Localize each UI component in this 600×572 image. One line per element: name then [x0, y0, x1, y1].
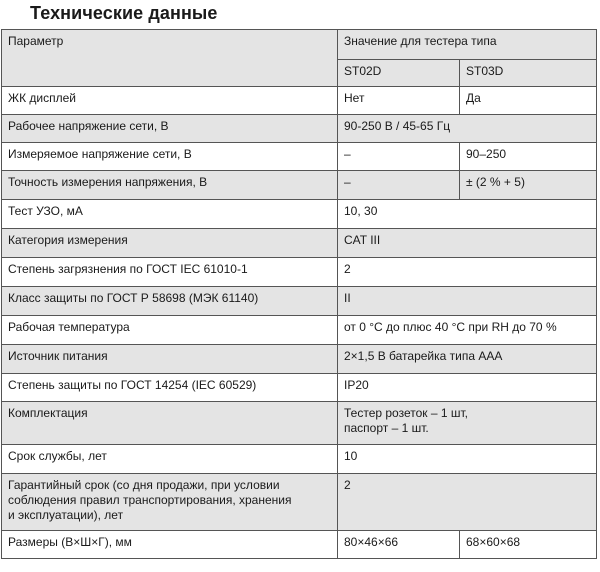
param-line: Гарантийный срок (со дня продажи, при условии: [8, 478, 280, 492]
value-column-header: Значение для тестера типа: [338, 30, 597, 60]
value-line: паспорт – 1 шт.: [344, 421, 429, 435]
table-row: [2, 531, 597, 559]
param-line: и эксплуатации), лет: [8, 508, 124, 522]
table-row: [2, 345, 597, 374]
param-cell: Точность измерения напряжения, В: [2, 171, 338, 200]
table-row: [2, 200, 597, 229]
value-cell-st02d: Нет: [338, 87, 460, 115]
param-cell: Источник питания: [2, 345, 338, 374]
param-cell: Класс защиты по ГОСТ Р 58698 (МЭК 61140): [2, 287, 338, 316]
spec-table: [1, 29, 597, 559]
value-cell: 2×1,5 В батарейка типа ААА: [338, 345, 597, 374]
value-cell-st03d: Да: [460, 87, 597, 115]
param-cell: Категория измерения: [2, 229, 338, 258]
param-cell: [2, 474, 338, 531]
param-cell: Комплектация: [2, 402, 338, 445]
param-cell: ЖК дисплей: [2, 87, 338, 115]
value-cell: 10: [338, 445, 597, 474]
param-cell: Степень загрязнения по ГОСТ IEC 61010-1: [2, 258, 338, 287]
value-cell-st02d: –: [338, 143, 460, 171]
header-row: [2, 30, 597, 60]
value-cell-st02d: –: [338, 171, 460, 200]
value-cell-st03d: 90–250: [460, 143, 597, 171]
param-cell: Срок службы, лет: [2, 445, 338, 474]
table-row: [2, 374, 597, 402]
table-row: [2, 287, 597, 316]
table-row: [2, 115, 597, 143]
value-cell-st02d: 80×46×66: [338, 531, 460, 559]
param-cell: Степень защиты по ГОСТ 14254 (IEC 60529): [2, 374, 338, 402]
value-cell: IP20: [338, 374, 597, 402]
value-cell: 2: [338, 258, 597, 287]
page-title: Технические данные: [30, 3, 218, 23]
model-st03d-header: ST03D: [460, 60, 597, 87]
param-cell: Размеры (В×Ш×Г), мм: [2, 531, 338, 559]
param-column-header: Параметр: [2, 30, 338, 87]
value-cell: 90-250 В / 45-65 Гц: [338, 115, 597, 143]
table-row: [2, 474, 597, 531]
value-cell: 2: [338, 474, 597, 531]
table-row: [2, 402, 597, 445]
value-cell-st03d: 68×60×68: [460, 531, 597, 559]
value-cell: от 0 °С до плюс 40 °С при RH до 70 %: [338, 316, 597, 345]
table-row: [2, 445, 597, 474]
value-line: Тестер розеток – 1 шт,: [344, 406, 468, 420]
table-row: [2, 258, 597, 287]
value-cell: II: [338, 287, 597, 316]
table-row: [2, 171, 597, 200]
model-st02d-header: ST02D: [338, 60, 460, 87]
param-cell: Измеряемое напряжение сети, В: [2, 143, 338, 171]
table-row: [2, 316, 597, 345]
param-cell: Тест УЗО, мА: [2, 200, 338, 229]
table-row: [2, 87, 597, 115]
table-row: [2, 143, 597, 171]
table-row: [2, 229, 597, 258]
param-line: соблюдения правил транспортирования, хранения: [8, 493, 292, 507]
value-cell: CAT III: [338, 229, 597, 258]
value-cell: [338, 402, 597, 445]
value-cell: 10, 30: [338, 200, 597, 229]
param-cell: Рабочая температура: [2, 316, 338, 345]
value-cell-st03d: ± (2 % + 5): [460, 171, 597, 200]
param-cell: Рабочее напряжение сети, В: [2, 115, 338, 143]
